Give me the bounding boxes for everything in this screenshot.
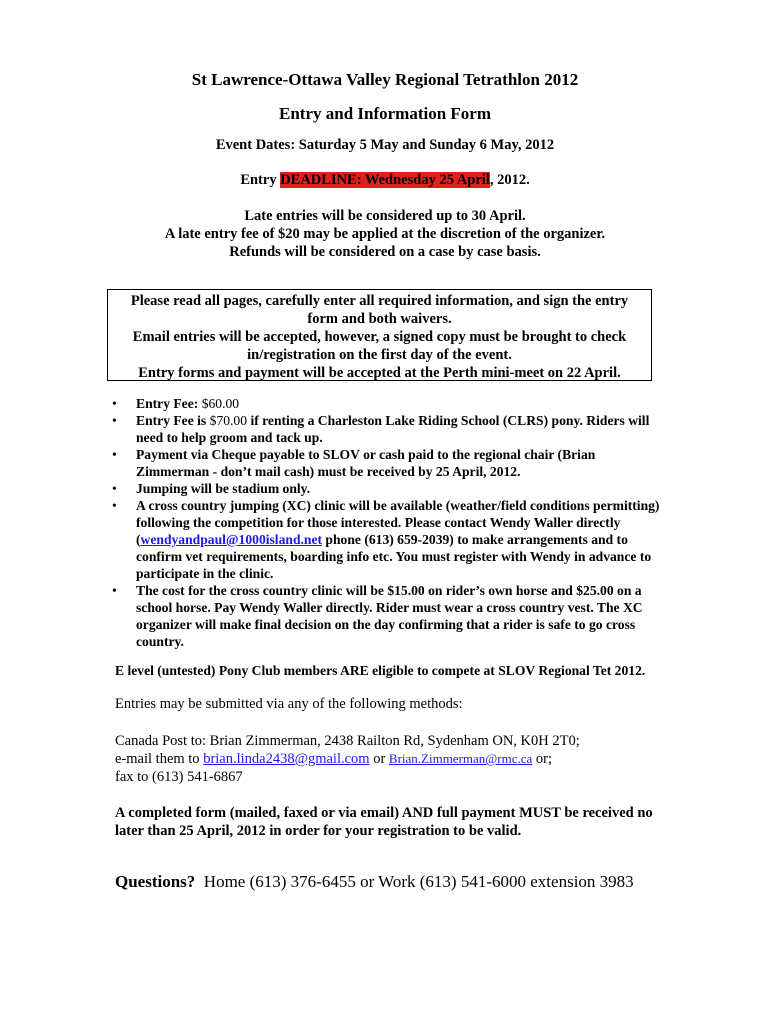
list-item — [108, 480, 668, 497]
email-mid: or — [369, 751, 389, 767]
list-item — [108, 395, 668, 412]
jumping-text: Jumping will be stadium only. — [136, 481, 311, 496]
list-item — [108, 446, 668, 480]
eligibility-note: E level (untested) Pony Club members ARE eligible to compete at SLOV Regional Tet 2012. — [115, 663, 646, 678]
list-item — [108, 497, 668, 582]
fee2-label: Entry Fee is — [136, 413, 207, 428]
bullet-icon: • — [112, 413, 117, 428]
info-bullet-list — [108, 395, 668, 650]
email-prefix: e-mail them to — [115, 751, 204, 767]
form-subtitle: Entry and Information Form — [278, 104, 492, 123]
notice-line: Entry forms and payment will be accepted at the Perth mini-meet on 22 April. — [138, 365, 621, 381]
fax-line: fax to (613) 541-6867 — [115, 769, 243, 785]
fee2-value: $70.00 — [209, 413, 248, 428]
fee-value: $60.00 — [201, 396, 240, 411]
submission-methods — [115, 732, 675, 786]
form-title: St Lawrence-Ottawa Valley Regional Tetrathlon 2012 — [191, 70, 579, 89]
questions-label: Questions? — [115, 872, 196, 891]
fee2-rest: if renting a Charleston Lake Riding School (CLRS) pony. Riders will need to help groom and tack up. — [136, 413, 650, 445]
xc-text-part1: A cross country jumping (XC) clinic will be available (weather/field conditions permitting) following the competition for those interested. Please contact Wendy Waller directly ( — [136, 498, 660, 547]
bullet-icon: • — [112, 498, 117, 513]
xc-cost-text: The cost for the cross country clinic will be $15.00 on rider’s own horse and $25.00 on a school horse. Pay Wendy Waller directly. Rider must wear a cross country vest. The XC organizer will make final decision on the day confirming that a rider is safe to go cross country. — [136, 583, 643, 649]
questions-text: Home (613) 376-6455 or Work (613) 541-6000 extension 3983 — [195, 872, 634, 891]
submission-methods-intro: Entries may be submitted via any of the following methods: — [115, 696, 463, 712]
list-item — [108, 582, 668, 650]
bullet-icon: • — [112, 447, 117, 462]
canada-post-line: Canada Post to: Brian Zimmerman, 2438 Railton Rd, Sydenham ON, K0H 2T0; — [115, 733, 580, 749]
late-line: A late entry fee of $20 may be applied at the discretion of the organizer. — [164, 226, 606, 242]
entry-deadline — [0, 172, 770, 189]
email-suffix: or; — [532, 751, 553, 767]
bullet-icon: • — [112, 481, 117, 496]
late-entries-info — [0, 207, 770, 261]
late-line: Late entries will be considered up to 30 April. — [244, 208, 526, 224]
deadline-highlight: DEADLINE: Wednesday 25 April — [280, 172, 490, 188]
bullet-icon: • — [112, 396, 117, 411]
xc-text-part2: phone (613) 659-2039) to make arrangements and to confirm vet requirements, boarding info etc. You must register with Wendy in advance to participate in the clinic. — [136, 532, 652, 581]
list-item — [108, 412, 668, 446]
questions-contact — [115, 872, 715, 892]
late-line: Refunds will be considered on a case by case basis. — [229, 244, 541, 260]
deadline-prefix: Entry — [240, 172, 281, 188]
email-line — [115, 750, 675, 768]
bullet-icon: • — [112, 583, 117, 598]
deadline-suffix: , 2012. — [489, 172, 530, 188]
completion-requirement: A completed form (mailed, faxed or via email) AND full payment MUST be received no later than 25 April, 2012 in order for your registration to be valid. — [115, 805, 653, 839]
notice-line: Please read all pages, carefully enter all required information, and sign the entry form and both waivers. — [130, 293, 629, 327]
notice-line: Email entries will be accepted, however, a signed copy must be brought to check in/registration on the first day of the event. — [132, 329, 627, 363]
notice-box — [107, 289, 652, 381]
payment-text: Payment via Cheque payable to SLOV or cash paid to the regional chair (Brian Zimmerman - don’t mail cash) must be received by 25 April, 2012. — [136, 447, 596, 479]
wendy-email-link[interactable]: wendyandpaul@1000island.net — [140, 532, 323, 547]
brian-email-link[interactable]: brian.linda2438@gmail.com — [203, 751, 370, 767]
event-dates: Event Dates: Saturday 5 May and Sunday 6 May, 2012 — [215, 137, 555, 153]
fee-label: Entry Fee: — [136, 396, 199, 411]
rmc-email-link[interactable]: Brian.Zimmerman@rmc.ca — [388, 751, 533, 766]
